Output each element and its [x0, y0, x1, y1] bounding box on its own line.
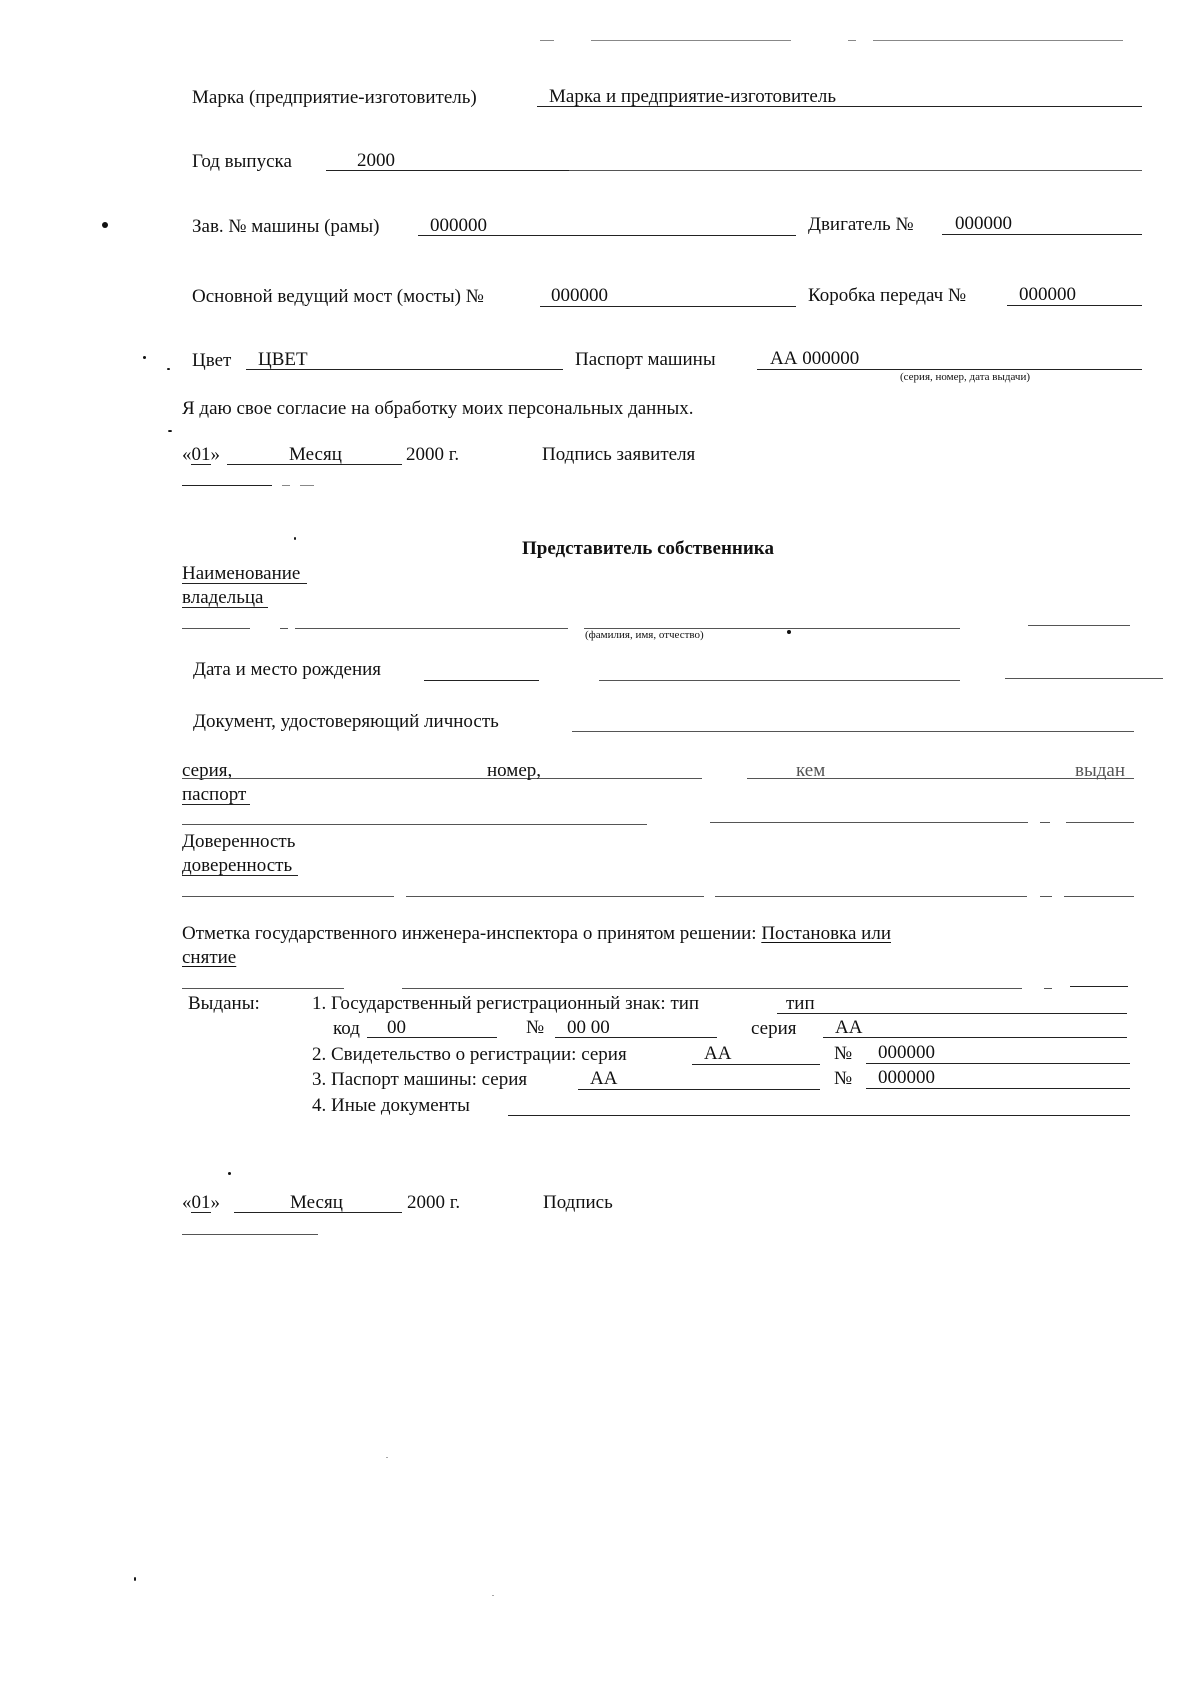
owner-name-line [280, 628, 288, 629]
id-issued-label: выдан [1075, 760, 1126, 781]
poa-line [1040, 896, 1052, 897]
issued-plate-number-line [555, 1037, 717, 1038]
brand-label: Марка (предприятие-изготовитель) [192, 87, 477, 108]
issued-item3-series-line [578, 1089, 820, 1090]
gearbox-label: Коробка передач № [808, 285, 967, 306]
owner-label-underline [182, 607, 268, 608]
scan-mark [228, 1172, 231, 1175]
poa-line [715, 896, 1027, 897]
issued-item2-no-sign: № [834, 1043, 853, 1064]
id-details-line [1040, 822, 1050, 823]
issued-item4-line [508, 1115, 1130, 1116]
inspector-decision-line2[interactable]: снятие [182, 947, 237, 968]
color-label: Цвет [192, 350, 232, 371]
header-line [540, 40, 554, 41]
id-doc-label: Документ, удостоверяющий личность [193, 711, 499, 732]
id-details-line [1066, 822, 1134, 823]
footer-month[interactable]: Месяц [290, 1192, 343, 1213]
birth-line [599, 680, 960, 681]
issued-code-line [367, 1037, 497, 1038]
consent-day[interactable]: «01» [182, 444, 220, 465]
poa-value-underline [182, 875, 298, 876]
inspector-decision-line1[interactable]: Постановка или [761, 923, 891, 944]
consent-month[interactable]: Месяц [289, 444, 342, 465]
scan-mark [492, 1595, 494, 1596]
footer-signature-label: Подпись [543, 1192, 613, 1213]
scan-mark [386, 1457, 388, 1458]
passport-label: Паспорт машины [575, 349, 716, 370]
consent-signature-label: Подпись заявителя [542, 444, 696, 465]
issued-item1-label: 1. Государственный регистрационный знак: тип [312, 993, 700, 1014]
owner-name-line [182, 628, 250, 629]
poa-line [182, 896, 394, 897]
consent-year[interactable]: 2000 г. [406, 444, 460, 465]
issued-item2-series-line [692, 1064, 820, 1065]
inspector-note-text: Отметка государственного инженера-инспектора о принятом решении: [182, 923, 757, 944]
frame-value[interactable]: 000000 [430, 215, 487, 236]
engine-label: Двигатель № [808, 214, 914, 235]
issued-item1-type-line [777, 1013, 1127, 1014]
owner-name-line [1028, 625, 1130, 626]
consent-text: Я даю свое согласие на обработку моих персональных данных. [182, 398, 694, 419]
footer-day[interactable]: «01» [182, 1192, 220, 1213]
frame-label: Зав. № машины (рамы) [192, 216, 380, 237]
id-details-line [182, 824, 647, 825]
issued-series-label: серия [751, 1018, 797, 1039]
issued-plate-series[interactable]: АА [835, 1017, 863, 1038]
owner-label-line2: владельца [182, 587, 264, 608]
gearbox-line [1007, 305, 1142, 306]
issued-item1-type[interactable]: тип [786, 993, 815, 1014]
issued-item3-no-sign: № [834, 1068, 853, 1089]
id-series-label: серия, [182, 760, 233, 781]
brand-value[interactable]: Марка и предприятие-изготовитель [549, 86, 837, 107]
axle-value[interactable]: 000000 [551, 285, 608, 306]
issued-no-sign: № [526, 1017, 545, 1038]
id-doc-value[interactable]: паспорт [182, 784, 247, 805]
passport-hint: (серия, номер, дата выдачи) [900, 371, 1031, 383]
scan-mark [167, 368, 170, 370]
owner-name-line [295, 628, 568, 629]
issued-plate-number[interactable]: 00 00 [567, 1017, 610, 1038]
scan-mark [168, 430, 172, 432]
header-line [873, 40, 1123, 41]
gearbox-value[interactable]: 000000 [1019, 284, 1076, 305]
scan-mark [787, 630, 791, 634]
engine-value[interactable]: 000000 [955, 213, 1012, 234]
passport-value[interactable]: АА 000000 [770, 348, 860, 369]
id-details-line [710, 822, 1028, 823]
issued-code-label: код [333, 1018, 360, 1039]
inspector-line [1044, 988, 1052, 989]
consent-signature-line [300, 485, 314, 486]
inspector-line [182, 988, 344, 989]
id-number-label: номер, [487, 760, 542, 781]
id-series-line [182, 778, 702, 779]
poa-line [406, 896, 704, 897]
issued-item3-number-line [866, 1088, 1130, 1089]
fio-hint: (фамилия, имя, отчество) [585, 629, 704, 641]
id-doc-value-underline [182, 804, 250, 805]
scan-mark [102, 222, 108, 228]
birth-line [424, 680, 539, 681]
issued-item3-series[interactable]: АА [590, 1068, 618, 1089]
birth-line [1005, 678, 1163, 679]
issued-item4-label: 4. Иные документы [312, 1095, 470, 1116]
poa-line [1064, 896, 1134, 897]
issued-item2-number-line [866, 1063, 1130, 1064]
owner-label-line1: Наименование [182, 563, 301, 584]
issued-item2-label: 2. Свидетельство о регистрации: серия [312, 1044, 627, 1065]
axle-line [540, 306, 796, 307]
inspector-line [402, 988, 1022, 989]
year-line [326, 170, 569, 171]
inspector-note [182, 924, 891, 943]
birth-label: Дата и место рождения [193, 659, 382, 680]
header-line [848, 40, 856, 41]
scan-mark [143, 356, 146, 359]
scan-mark [134, 1577, 136, 1581]
year-label: Год выпуска [192, 151, 292, 172]
id-doc-line [572, 731, 1134, 732]
inspector-line [1070, 986, 1128, 987]
engine-line [942, 234, 1142, 235]
footer-day-underline [191, 1212, 211, 1213]
owner-label-underline [182, 583, 307, 584]
representative-heading: Представитель собственника [522, 538, 774, 559]
brand-line [537, 106, 1142, 107]
year-line-rest [569, 170, 1142, 171]
consent-signature-line [182, 485, 272, 486]
consent-signature-line [282, 485, 290, 486]
frame-line [418, 235, 796, 236]
passport-line [757, 369, 1142, 370]
footer-year[interactable]: 2000 г. [407, 1192, 461, 1213]
issued-item2-number[interactable]: 000000 [878, 1042, 935, 1063]
issued-item3-number[interactable]: 000000 [878, 1067, 935, 1088]
footer-signature-line [182, 1234, 318, 1235]
issued-item2-series[interactable]: АА [704, 1043, 732, 1064]
issued-item3-label: 3. Паспорт машины: серия [312, 1069, 528, 1090]
color-value[interactable]: ЦВЕТ [258, 349, 308, 370]
issued-plate-series-line [823, 1037, 1127, 1038]
issued-label: Выданы: [188, 993, 260, 1014]
axle-label: Основной ведущий мост (мосты) № [192, 286, 484, 307]
header-line [591, 40, 791, 41]
consent-day-underline [191, 464, 211, 465]
scan-mark [294, 537, 296, 540]
poa-value[interactable]: доверенность [182, 855, 293, 876]
poa-label: Доверенность [182, 831, 296, 852]
color-line [246, 369, 563, 370]
year-value[interactable]: 2000 [357, 150, 395, 171]
id-issued-by-label: кем [796, 760, 826, 781]
issued-code-value[interactable]: 00 [387, 1017, 406, 1038]
